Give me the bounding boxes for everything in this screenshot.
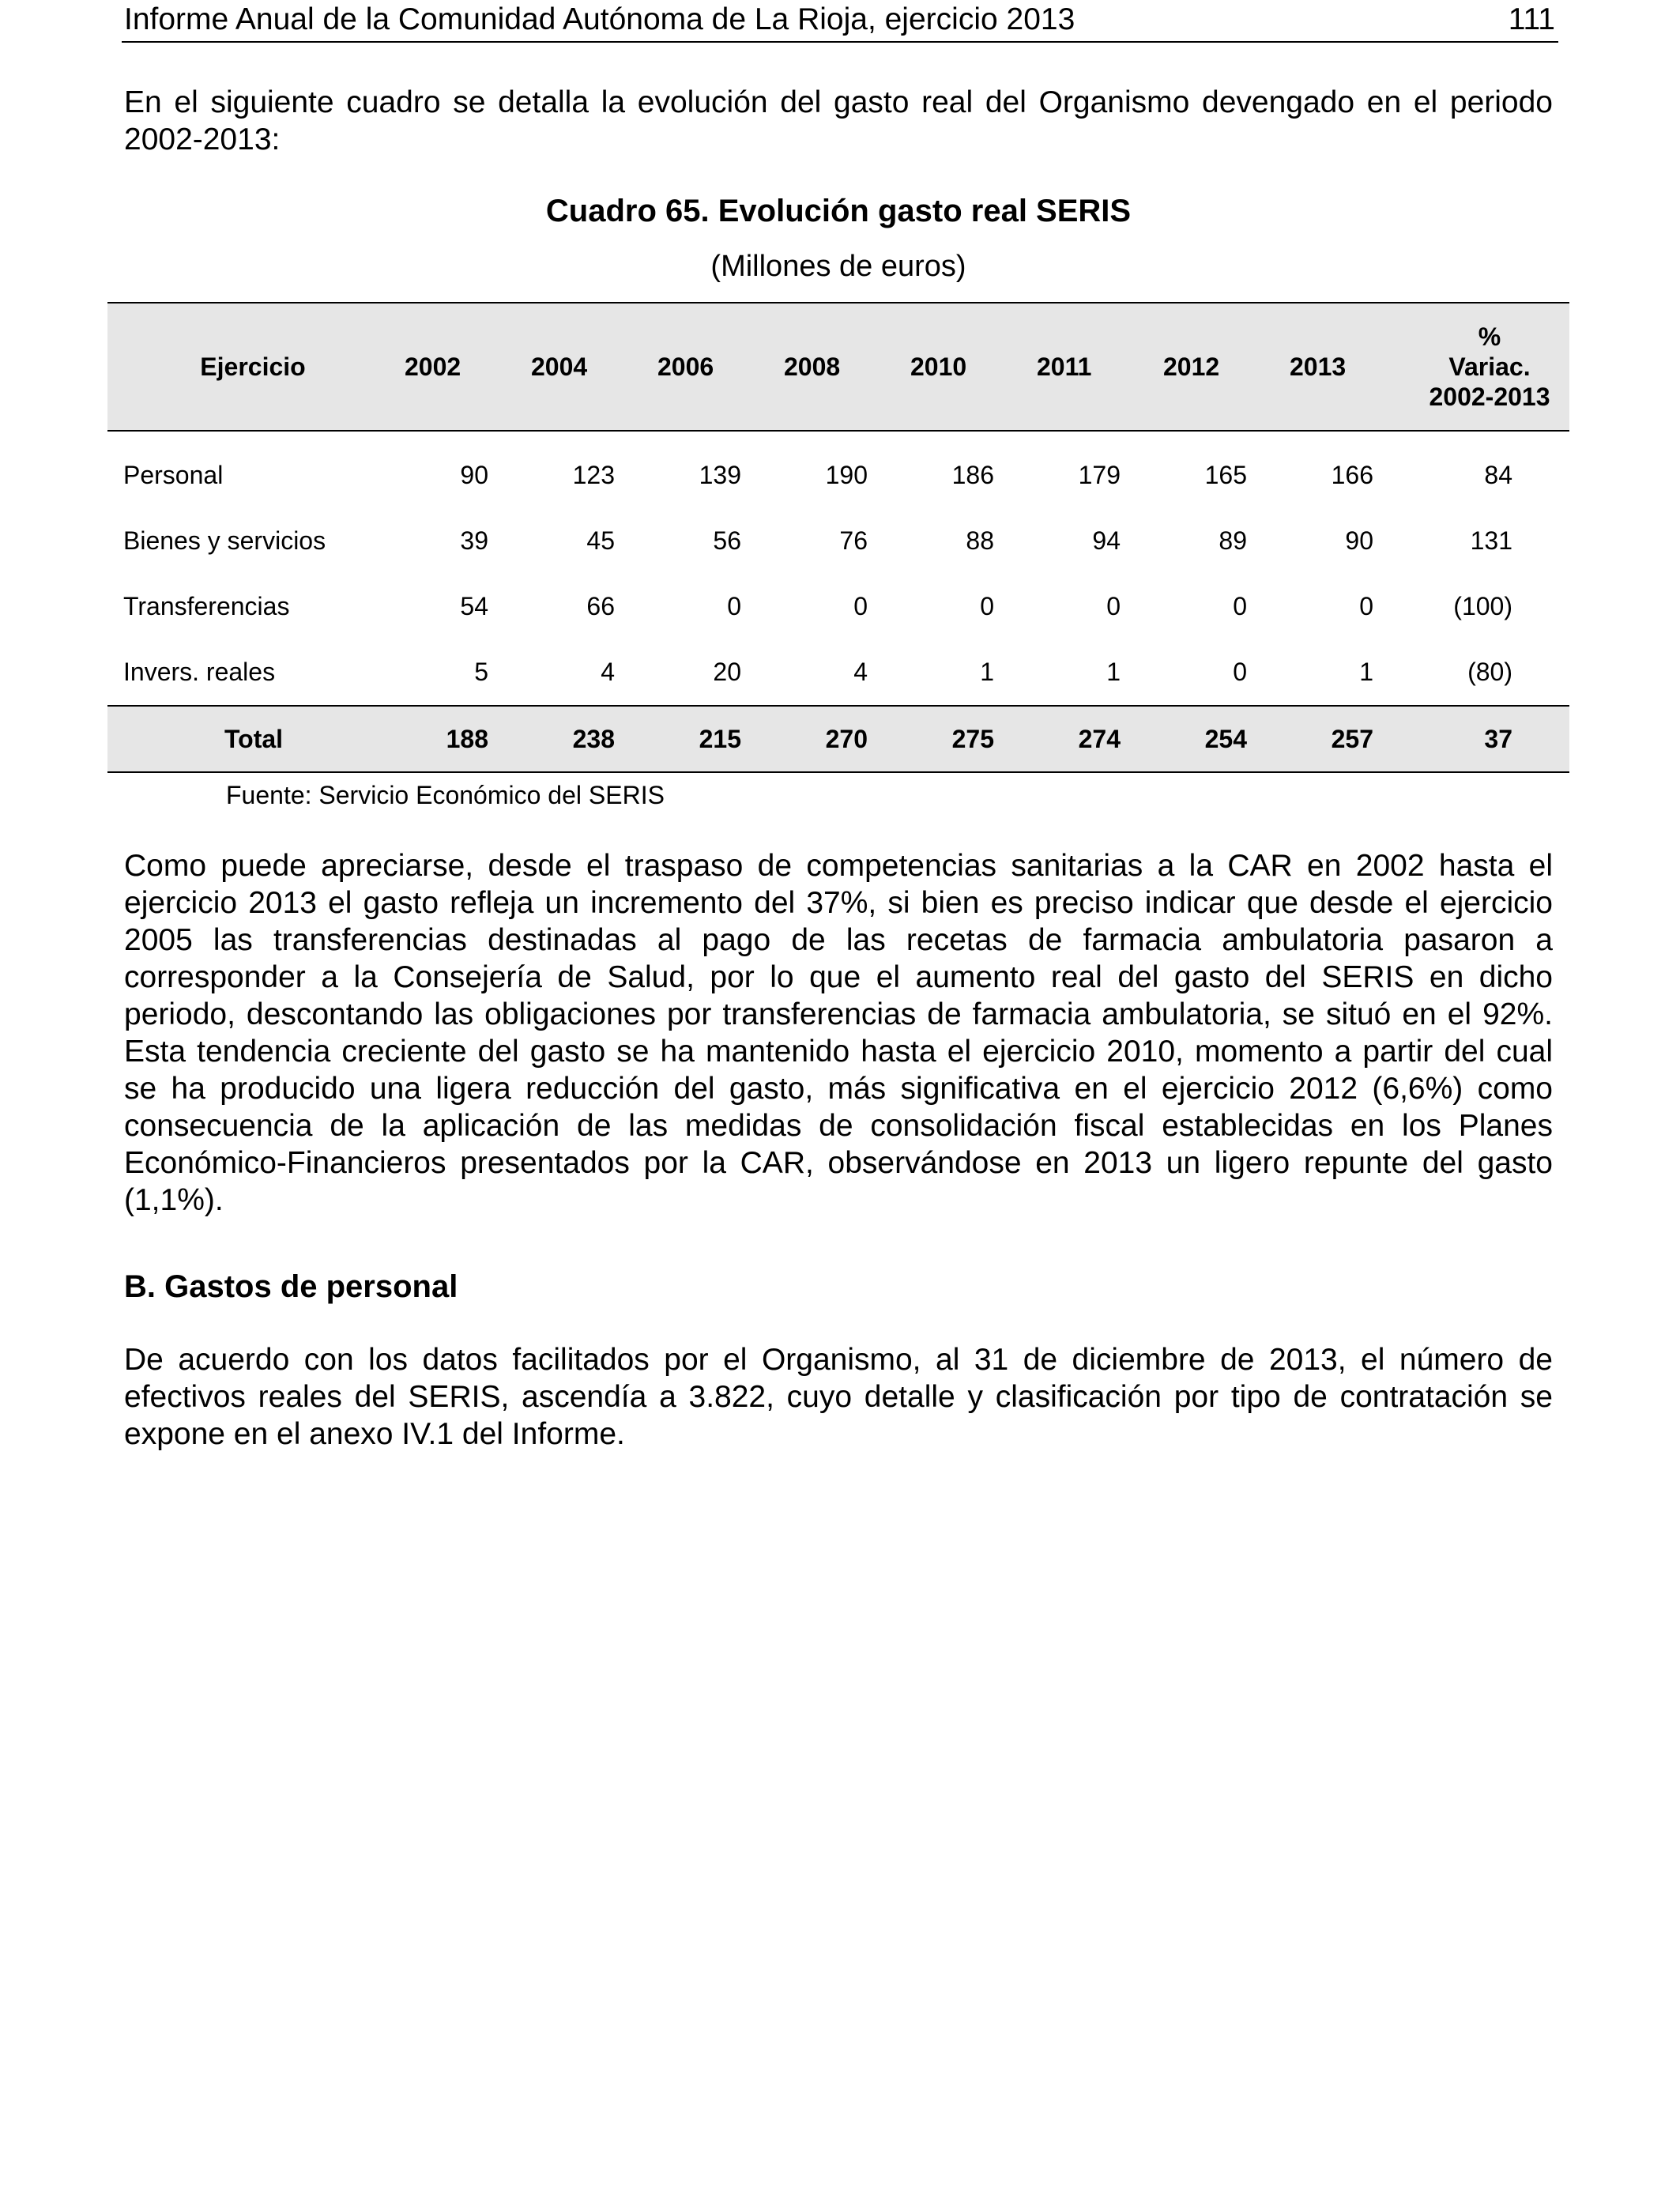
table-cell: 66	[586, 592, 615, 620]
table-cell: 56	[713, 526, 741, 555]
column-header-year: 2011	[1030, 303, 1157, 431]
column-header-variation	[1410, 303, 1569, 431]
table-cell: 90	[1345, 526, 1373, 555]
total-cell: 257	[1283, 706, 1410, 772]
table-cell: 0	[1359, 592, 1373, 620]
column-header-year: 2013	[1283, 303, 1410, 431]
table-cell: 123	[572, 461, 615, 489]
table-cell: 1	[980, 658, 994, 686]
total-cell: 188	[398, 706, 525, 772]
table-cell: 54	[460, 592, 488, 620]
column-header-year: 2008	[778, 303, 904, 431]
table-title: Cuadro 65. Evolución gasto real SERIS	[545, 194, 1132, 228]
expense-evolution-table	[107, 302, 1569, 773]
variation-cell: 84	[1484, 461, 1512, 489]
table-cell: 0	[1233, 658, 1247, 686]
table-row	[107, 639, 1569, 706]
table-cell: 179	[1078, 461, 1121, 489]
table-cell: 166	[1331, 461, 1373, 489]
table-cell: 4	[601, 658, 615, 686]
total-variation-cell: 37	[1410, 706, 1569, 772]
table-cell: 190	[825, 461, 868, 489]
row-label: Transferencias	[123, 592, 290, 620]
table-row	[107, 574, 1569, 639]
column-header-year: 2002	[398, 303, 525, 431]
intro-paragraph: En el siguiente cuadro se detalla la evolución del gasto real del Organismo devengado en el periodo 2002-2013:	[124, 85, 1553, 156]
table-cell: 1	[1106, 658, 1121, 686]
variation-header-line: Variac.	[1448, 352, 1531, 381]
analysis-paragraph: Como puede apreciarse, desde el traspaso de competencias sanitarias a la CAR en 2002 hasta el ejercicio 2013 el gasto refleja un incremento del 37%, si bien es preciso indicar que desde el ejercicio 2005 las transferencias destinadas al pago de las recetas de farmacia ambulatoria pasaron a corresponder a la Consejería de Salud, por lo que el aumento real del gasto del SERIS en dicho periodo, descontando las obligaciones por transferencias de farmacia ambulatoria, se situó en el 92%. Esta tendencia creciente del gasto se ha mantenido hasta el ejercicio 2010, momento a partir del cual se ha producido una ligera reducción del gasto, más significativa en el ejercicio 2012 (6,6%) como consecuencia de la aplicación de las medidas de consolidación fiscal establecidas en los Planes Económico-Financieros presentados por la CAR, observándose en 2013 un ligero repunte del gasto (1,1%).	[124, 849, 1553, 1217]
table-cell: 94	[1092, 526, 1121, 555]
total-cell: 274	[1030, 706, 1157, 772]
table-cell: 20	[713, 658, 741, 686]
variation-header-line: 2002-2013	[1429, 383, 1550, 411]
variation-cell: (100)	[1453, 592, 1512, 620]
column-header-year: 2010	[904, 303, 1030, 431]
table-cell: 76	[839, 526, 868, 555]
row-label: Invers. reales	[123, 658, 276, 686]
table-cell: 0	[980, 592, 994, 620]
table-cell: 89	[1219, 526, 1247, 555]
table-cell: 45	[586, 526, 615, 555]
running-header	[122, 0, 1558, 43]
row-label: Bienes y servicios	[123, 526, 326, 555]
table-cell: 0	[853, 592, 868, 620]
table-cell: 88	[966, 526, 994, 555]
total-cell: 215	[651, 706, 778, 772]
personal-paragraph: De acuerdo con los datos facilitados por el Organismo, al 31 de diciembre de 2013, el número de efectivos reales del SERIS, ascendía a 3.822, cuyo detalle y clasificación por tipo de contratación se expone en el anexo IV.1 del Informe.	[124, 1343, 1553, 1451]
table-cell: 0	[1106, 592, 1121, 620]
total-cell: 275	[904, 706, 1030, 772]
table-cell: 5	[474, 658, 488, 686]
table-cell: 186	[951, 461, 994, 489]
table-cell: 0	[727, 592, 741, 620]
table-row	[107, 431, 1569, 508]
column-header-year: 2012	[1157, 303, 1283, 431]
section-heading: B. Gastos de personal	[124, 1269, 458, 1304]
table-cell: 90	[460, 461, 488, 489]
table-cell: 139	[699, 461, 741, 489]
table-row	[107, 508, 1569, 574]
table-header-row	[107, 303, 1569, 431]
row-label: Personal	[123, 461, 224, 489]
table-cell: 1	[1359, 658, 1373, 686]
total-label: Total	[107, 706, 398, 772]
table-subtitle: (Millones de euros)	[710, 250, 966, 283]
column-header-year: 2004	[525, 303, 651, 431]
table-source: Fuente: Servicio Económico del SERIS	[226, 781, 665, 809]
variation-cell: (80)	[1467, 658, 1512, 686]
page-number: 111	[1508, 2, 1555, 36]
variation-header-line: %	[1478, 322, 1501, 351]
total-cell: 254	[1157, 706, 1283, 772]
table-cell: 0	[1233, 592, 1247, 620]
total-cell: 238	[525, 706, 651, 772]
table-cell: 165	[1204, 461, 1247, 489]
table-cell: 39	[460, 526, 488, 555]
column-header-year: 2006	[651, 303, 778, 431]
total-cell: 270	[778, 706, 904, 772]
table-cell: 4	[853, 658, 868, 686]
table-total-row	[107, 706, 1569, 772]
column-header-ejercicio: Ejercicio	[107, 303, 398, 431]
variation-cell: 131	[1470, 526, 1512, 555]
report-title: Informe Anual de la Comunidad Autónoma de La Rioja, ejercicio 2013	[124, 2, 1075, 36]
